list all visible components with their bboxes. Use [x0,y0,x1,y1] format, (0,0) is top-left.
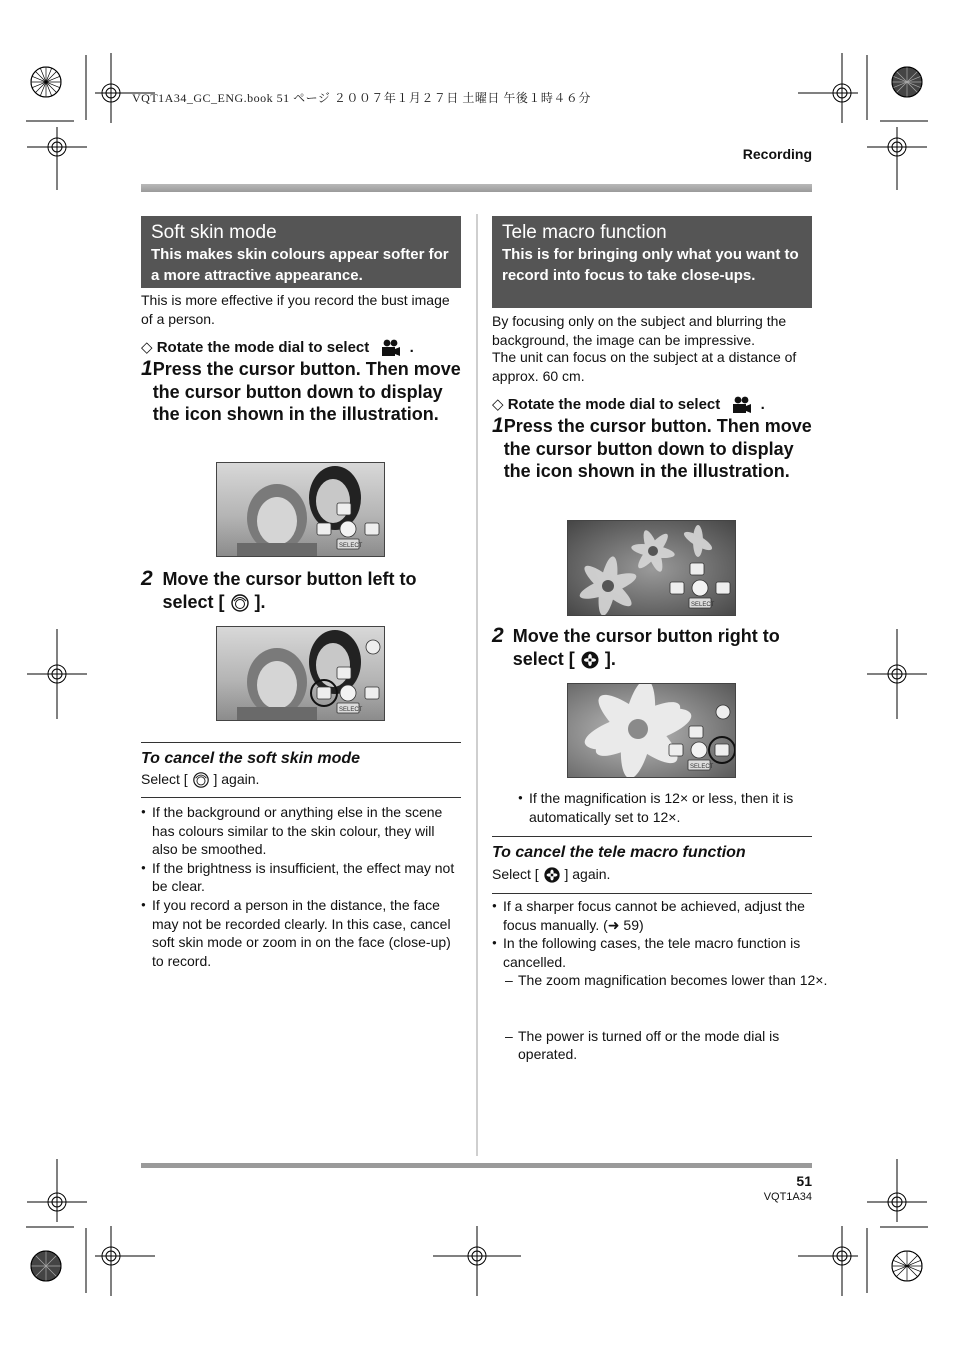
note-item: ● If you record a person in the distance, the face may not be recorded clearly. In this case, cancel soft skin mode or zoom in on the face (close-up) to record. [141,896,459,970]
registration-mark-icon [867,629,927,719]
soft-skin-icon [230,593,250,613]
soft-skin-title: Soft skin mode [151,222,277,243]
color-wheel-icon [892,1251,922,1281]
step-text: Press the cursor button. Then move the cursor button down to display the icon shown in the illustration. [503,416,812,481]
note-item: ● If the brightness is insufficient, the effect may not be clear. [141,859,459,896]
soft-skin-rotate-instruction: ◇ Rotate the mode dial to select . [141,339,414,356]
model-code: VQT1A34 [763,1191,812,1203]
top-rule [141,184,812,192]
step-text: Move the cursor button right to select [ ]. [512,626,780,669]
rule [492,836,812,837]
osd-select-label: SELECT [339,543,363,549]
rule [141,742,461,743]
registration-mark-icon [433,1226,521,1296]
registration-mark-icon [798,1226,858,1296]
tele-macro-sub-note: – The zoom magnification becomes lower than 12×. [505,972,828,988]
soft-skin-banner [141,216,461,288]
column-divider [476,214,478,1156]
soft-skin-intro: This is more effective if you record the bust image of a person. [141,292,450,327]
tele-macro-step-2 [492,625,812,670]
step-text: Move the cursor button left to select [ ]. [162,569,417,612]
soft-skin-illustration-2 [216,626,385,721]
color-wheel-icon [31,1251,61,1281]
tele-macro-title: Tele macro function [502,222,667,243]
registration-mark-icon [27,1159,87,1222]
camera-mode-icon [730,396,752,414]
camera-mode-icon [379,339,401,357]
soft-skin-illustration-1 [216,462,385,557]
tele-macro-illustration-1 [567,520,736,616]
tele-macro-step-1 [492,415,812,483]
tele-macro-icon [580,650,600,670]
note-item: ● If the background or anything else in the scene has colours similar to the skin colour, they will also be smoothed. [141,803,459,859]
tele-macro-sub-note: – The power is turned off or the mode dial is operated. [505,1027,780,1063]
rule [141,797,461,798]
section-label: Recording [742,146,812,162]
tele-macro-rotate-instruction: ◇ Rotate the mode dial to select . [492,396,765,413]
soft-skin-subtitle: This makes skin colours appear softer for a more attractive appearance. [151,246,449,284]
note-item: ● In the following cases, the tele macro function is cancelled. [492,934,810,971]
soft-skin-step-1 [141,358,461,426]
soft-skin-notes [141,803,459,970]
diamond-icon: ◇ [141,339,153,356]
tele-macro-banner [492,216,812,308]
diamond-icon: ◇ [492,396,504,413]
tele-macro-notes [492,897,810,971]
page-number: 51 [796,1173,812,1189]
rotate-text: Rotate the mode dial to select [156,339,370,356]
bottom-rule [141,1163,812,1168]
soft-skin-cancel-heading: To cancel the soft skin mode [141,750,361,767]
rotate-text: Rotate the mode dial to select [507,396,721,413]
tele-macro-icon [543,866,561,884]
registration-mark-icon [95,53,155,123]
tele-macro-illustration-2 [567,683,736,778]
step-number: 1 [492,414,504,437]
tele-macro-cancel-text: Select [ ] again. [492,865,610,884]
registration-mark-icon [867,1159,927,1222]
tele-macro-intro-1: By focusing only on the subject and blurring the background, the image can be impressive. [492,313,787,348]
tele-macro-intro-2: The unit can focus on the subject at a distance of approx. 60 cm. [492,349,797,384]
soft-skin-cancel-text: Select [ ] again. [141,770,259,789]
note-item: ● If a sharper focus cannot be achieved, adjust the focus manually. (➜ 59) [492,897,810,934]
registration-mark-icon [95,1226,155,1296]
osd-select-label: SELECT [339,707,363,713]
osd-select-label: SELECT [690,764,714,770]
osd-select-label: SELECT [691,602,715,608]
tele-macro-magnification-note [518,789,812,826]
color-wheel-icon [31,67,61,97]
registration-mark-icon [867,127,927,190]
tele-macro-subtitle: This is for bringing only what you want to record into focus to take close-ups. [502,246,799,284]
step-number: 2 [141,567,153,590]
step-number: 2 [492,624,504,647]
tele-macro-cancel-heading: To cancel the tele macro function [492,844,746,861]
soft-skin-icon [192,771,210,789]
note-item: ● If the magnification is 12× or less, then it is automatically set to 12×. [518,789,812,826]
print-header: VQT1A34_GC_ENG.book 51 ページ ２００７年１月２７日 土曜日 午後１時４６分 [132,91,591,105]
registration-mark-icon [27,629,87,719]
step-text: Press the cursor button. Then move the cursor button down to display the icon shown in the illustration. [152,359,461,424]
step-number: 1 [141,357,153,380]
registration-mark-icon [798,53,858,123]
soft-skin-step-2 [141,568,461,613]
rule [492,893,812,894]
color-wheel-icon [892,67,922,97]
registration-mark-icon [27,127,87,190]
